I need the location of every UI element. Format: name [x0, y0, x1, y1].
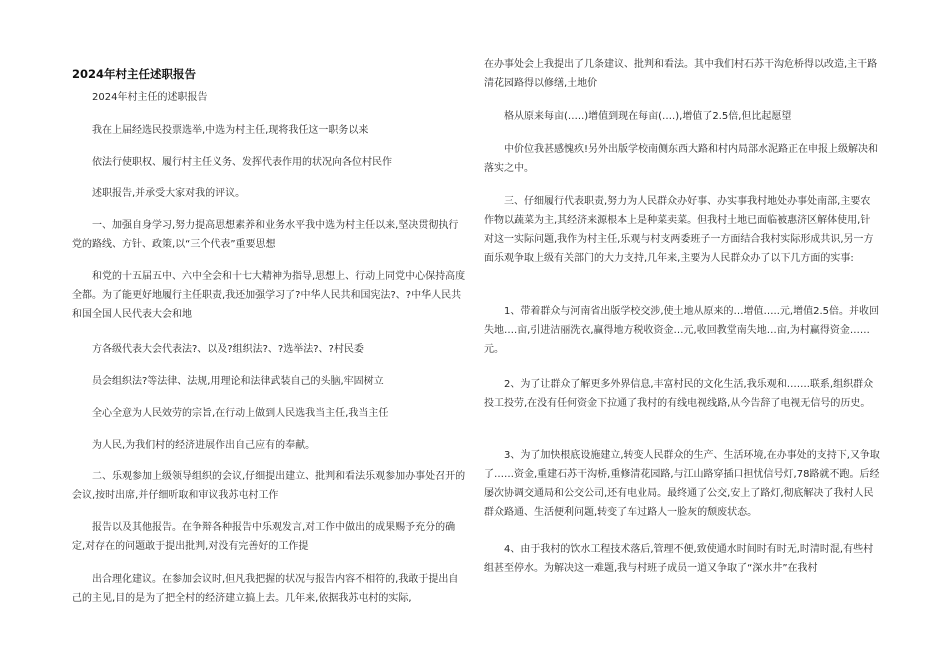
paragraph: 报告以及其他报告。在争辩各种报告中乐观发言,对工作中做出的成果赐予充分的确定,对存在的问题敢于提出批判,对没有完善好的工作提	[72, 522, 456, 552]
paragraph: 员会组织法?等法律、法规,用理论和法律武装自己的头脑,牢固树立	[92, 376, 384, 387]
paragraph: 方各级代表大会代表法?、以及?组织法?、?选举法?、?村民委	[92, 344, 364, 355]
paragraph: 全心全意为人民效劳的宗旨,在行动上做到人民选我当主任,我当主任	[92, 408, 389, 419]
paragraph: 我在上届经选民投票选举,中选为村主任,现将我任这一职务以来	[92, 125, 369, 136]
paragraph: 依法行使职权、履行村主任义务、发挥代表作用的状况向各位村民作	[92, 157, 392, 168]
paragraph: 1、带着群众与河南省出版学校交涉,使土地从原来的…增值…..元,增值2.5倍。并收回失地….亩,引进洁丽洗衣,赢得地方税收资金…元,收回教堂南失地…亩,为村赢得资金……元。	[484, 306, 879, 355]
paragraph: 述职报告,并承受大家对我的评议。	[92, 188, 246, 199]
paragraph: 4、由于我村的饮水工程技术落后,管理不便,致使通水时间时有时无,时清时混,有些村组甚至停水。为解决这一难题,我与村班子成员一道又争取了“深水井”在我村	[484, 544, 874, 574]
paragraph: 三、仔细履行代表职责,努力为人民群众办好事、办实事我村地处办事处南部,主要农作物以蔬菜为主,其经济来源根本上是种菜卖菜。但我村土地已面临被惠济区解体使用,针对这一实际问题,我作为村主任,乐观与村支两委班子一方面结合我村实际形成共识,另一方面乐观争取上级有关部门的大力支持,几年来,主要为人民群众办了以下几方面的实事:	[484, 196, 874, 264]
paragraph: 3、为了加快根底设施建立,转变人民群众的生产、生活环境,在办事处的支持下,又争取了……资金,重建石苏干沟桥,重修清花园路,与江山路穿插口担忧信号灯,78路就不跑。后经屡次协调交通局和公交公司,还有电业局。最终通了公交,安上了路灯,彻底解决了我村人民群众路通、生活便利问题,转变了车过路人一脸灰的颓废状态。	[484, 450, 880, 518]
document-title: 2024年村主任述职报告	[72, 67, 197, 81]
paragraph: 一、加强自身学习,努力提高思想素养和业务水平我中选为村主任以来,坚决贯彻执行党的路线、方针、政策,以“三个代表”重要思想	[72, 220, 459, 250]
paragraph: 中价位我甚感愧疚!另外出版学校南侧东西大路和村内局部水泥路正在申报上级解决和落实之中。	[484, 144, 879, 174]
paragraph: 二、乐观参加上级领导组织的会议,仔细提出建立、批判和看法乐观参加办事处召开的会议,按时出席,并仔细听取和审议我苏屯村工作	[72, 471, 466, 501]
paragraph: 为人民,为我们村的经济进展作出自己应有的奉献。	[92, 440, 316, 451]
paragraph: 2024年村主任的述职报告	[92, 92, 208, 103]
paragraph: 2、为了让群众了解更多外界信息,丰富村民的文化生活,我乐观和…….联系,组织群众投工投劳,在没有任何资金下拉通了我村的有线电视线路,从今告辞了电视无信号的历史。	[484, 379, 874, 409]
paragraph: 出合理化建议。在参加会议时,但凡我把握的状况与报告内容不相符的,我敢于提出自己的主见,目的是为了把全村的经济建立搞上去。几年来,依据我苏屯村的实际,	[72, 574, 459, 604]
paragraph: 在办事处会上我提出了几条建议、批判和看法。其中我们村石苏干沟危桥得以改造,主干路清花园路得以修缮,土地价	[484, 59, 878, 89]
paragraph: 和党的十五届五中、六中全会和十七大精神为指导,思想上、行动上同党中心保持高度全都。为了能更好地履行主任职责,我还加强学习了?中华人民共和国宪法?、?中华人民共和国全国人民代表大会和地	[72, 271, 466, 320]
paragraph: 格从原来每亩(…..)增值到现在每亩(….),增值了2.5倍,但比起愿望	[504, 111, 792, 122]
